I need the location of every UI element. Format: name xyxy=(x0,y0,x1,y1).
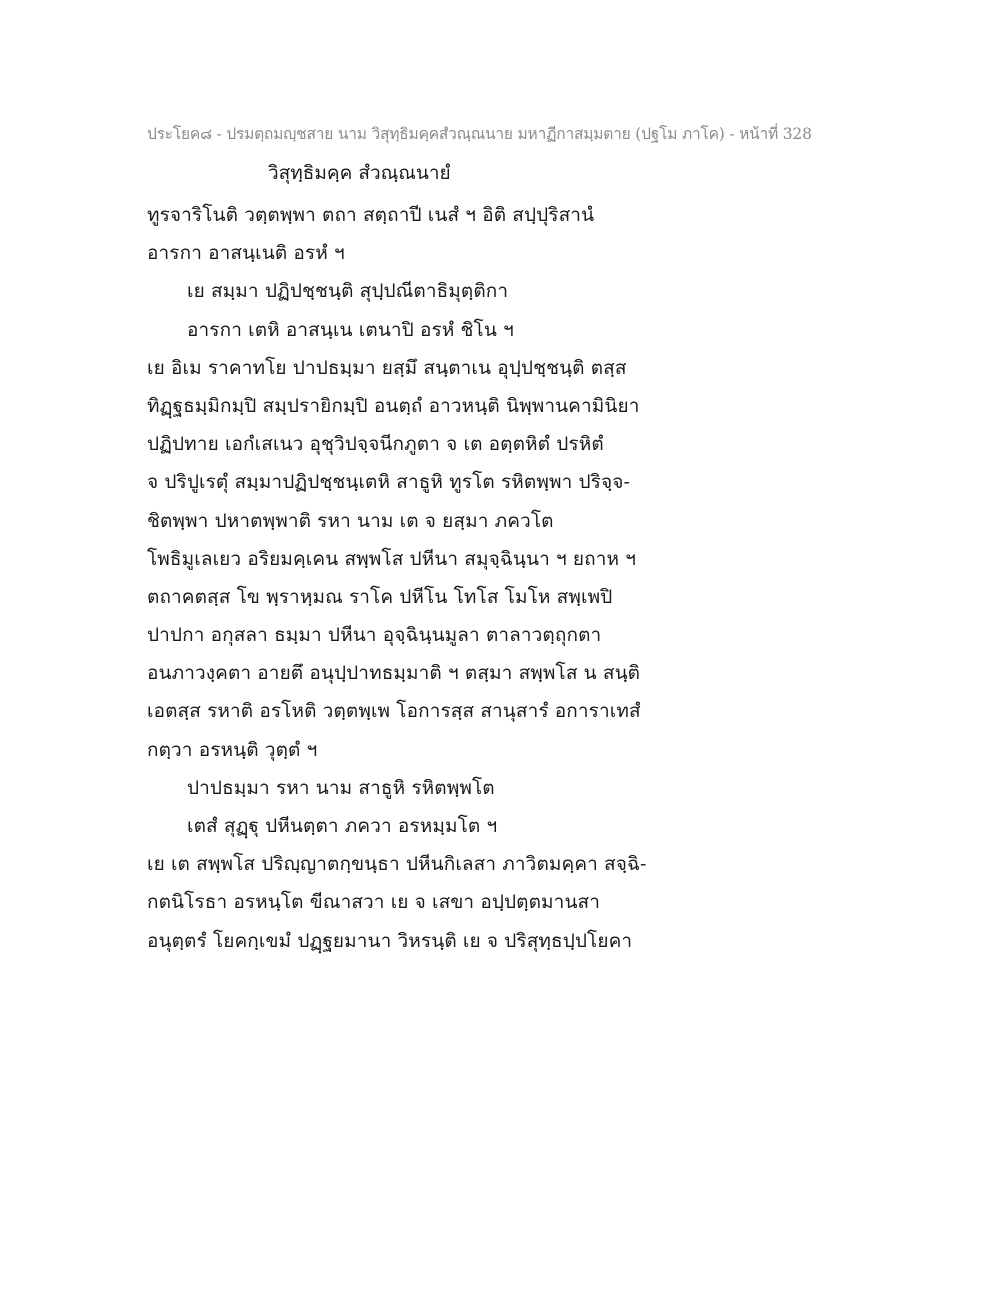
verse-line: ปาปธมฺมา รหา นาม สาธูหิ รหิตพฺพโต xyxy=(187,776,495,799)
text-line: อนุตฺตรํ โยคกฺเขมํ ปฏฺฐยมานา วิหรนฺติ เย จ ปริสุทฺธปฺปโยคา xyxy=(147,929,633,952)
text-line: ปาปกา อกุสลา ธมฺมา ปหีนา อุจฺฉินฺนมูลา ตาลาวตฺถุกตา xyxy=(147,624,602,647)
running-header: ประโยค๘ - ปรมตฺถมญฺชสาย นาม วิสุทฺธิมคฺคสํวณฺณนาย มหาฏีกาสมฺมตาย (ปฐโม ภาโค) - หน้าที่ 328 xyxy=(147,125,812,143)
text-line: ทูรจาริโนติ วตฺตพฺพา ตถา สตฺถาปี เนสํ ฯ อิติ สปฺปุริสานํ xyxy=(147,204,595,226)
text-line: เย เต สพฺพโส ปริญฺญาตกฺขนฺธา ปหีนกิเลสา ภาวิตมคฺคา สจฺฉิ- xyxy=(147,853,647,876)
text-line: ทิฏฺฐธมฺมิกมฺปิ สมฺปรายิกมฺปิ อนตฺถํ อาวหนฺติ นิพฺพานคามินิยา xyxy=(147,394,640,417)
text-line: ปฏิปทาย เอกํเสเนว อุชุวิปจฺจนีกภูตา จ เต อตฺตหิตํ ปรหิตํ xyxy=(147,433,604,456)
section-title: วิสุทฺธิมคฺค สํวณฺณนายํ xyxy=(268,162,451,184)
text-line: เอตสฺส รหาติ อรโหติ วตฺตพฺเพ โอการสฺส สานุสารํ อการาเทสํ xyxy=(147,700,641,723)
verse-line: เย สมฺมา ปฏิปชฺชนฺติ สุปฺปณีตาธิมุตฺติกา xyxy=(187,280,509,303)
text-line: อารกา อาสนฺเนติ อรหํ ฯ xyxy=(147,242,345,265)
text-line: ตถาคตสฺส โข พฺราหฺมณ ราโค ปหีโน โทโส โมโห สพฺเพปิ xyxy=(147,585,613,608)
verse-line: อารกา เตหิ อาสนฺเน เตนาปิ อรหํ ชิโน ฯ xyxy=(187,318,514,341)
text-line: โพธิมูเลเยว อริยมคฺเคน สพฺพโส ปหีนา สมุจฺฉินฺนา ฯ ยถาห ฯ xyxy=(147,547,637,570)
text-line: เย อิเม ราคาทโย ปาปธมฺมา ยสฺมึ สนฺตาเน อุปฺปชฺชนฺติ ตสฺส xyxy=(147,356,627,379)
verse-line: เตสํ สุฏฺฐุ ปหีนตฺตา ภควา อรหมฺมโต ฯ xyxy=(187,815,498,837)
text-line: ชิตพฺพา ปหาตพฺพาติ รหา นาม เต จ ยสฺมา ภควโต xyxy=(147,509,554,532)
body-text xyxy=(147,200,877,964)
text-line: จ ปริปูเรตุํ สมฺมาปฏิปชฺชนฺเตหิ สาธูหิ ทูรโต รหิตพฺพา ปริจฺจ- xyxy=(147,471,630,494)
text-line: กตฺวา อรหนฺติ วุตฺตํ ฯ xyxy=(147,738,318,761)
text-line: อนภาวงฺคตา อายตึ อนุปฺปาทธมฺมาติ ฯ ตสฺมา สพฺพโส น สนฺติ xyxy=(147,662,641,685)
text-line: กตนิโรธา อรหนฺโต ขีณาสวา เย จ เสขา อปฺปตฺตมานสา xyxy=(147,891,601,914)
